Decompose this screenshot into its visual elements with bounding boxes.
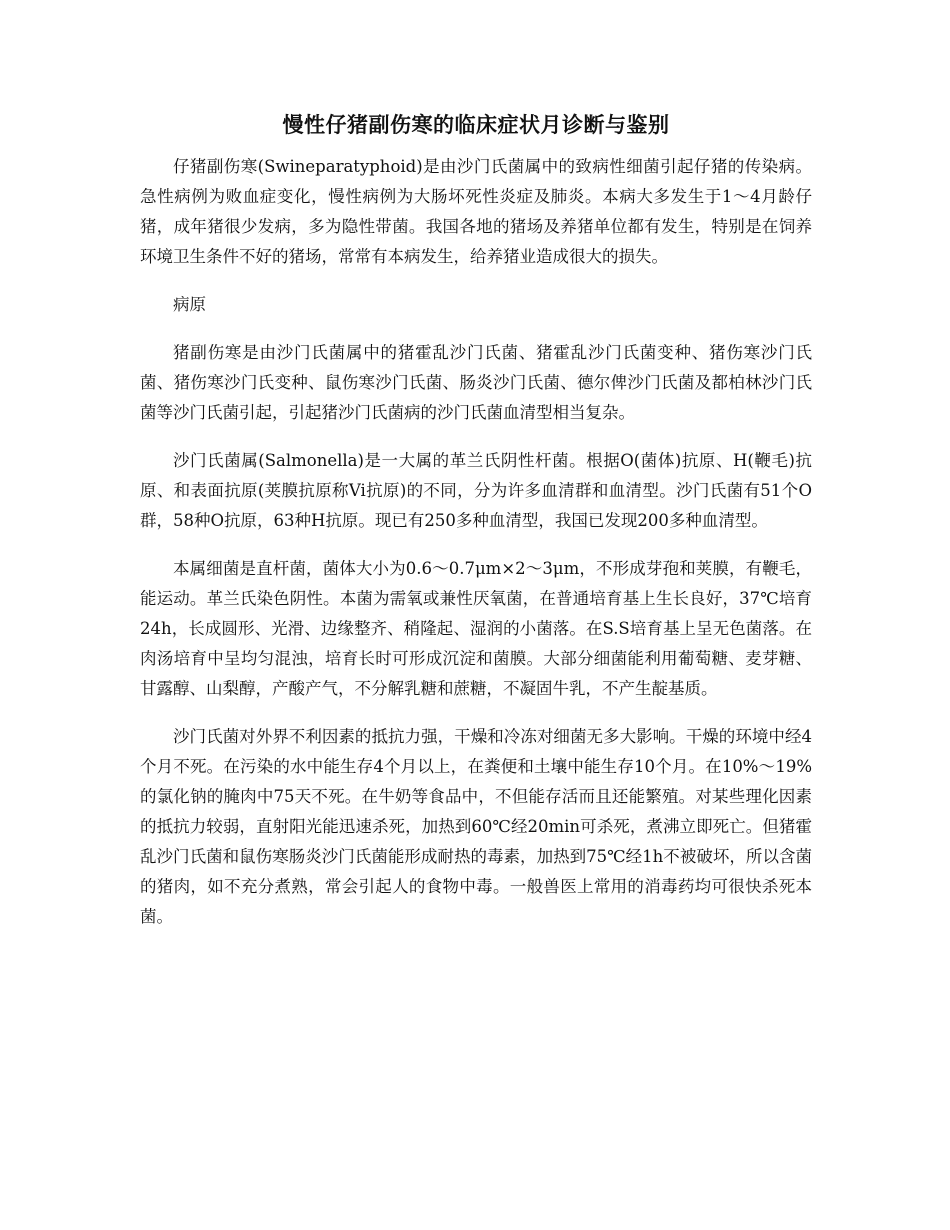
document-title: 慢性仔猪副伤寒的临床症状月诊断与鉴别 <box>282 112 670 137</box>
paragraph-intro: 仔猪副伤寒(Swineparatyphoid)是由沙门氏菌属中的致病性细菌引起仔猪的传染病。急性病例为败血症变化，慢性病例为大肠坏死性炎症及肺炎。本病大多发生于1～4月龄仔猪，成年猪很少发病，多为隐性带菌。我国各地的猪场及养猪单位都有发生，特别是在饲养环境卫生条件不好的猪场，常常有本病发生，给养猪业造成很大的损失。 <box>140 157 812 266</box>
paragraph-pathogen-species: 猪副伤寒是由沙门氏菌属中的猪霍乱沙门氏菌、猪霍乱沙门氏菌变种、猪伤寒沙门氏菌、猪伤寒沙门氏变种、鼠伤寒沙门氏菌、肠炎沙门氏菌、德尔俾沙门氏菌及都柏林沙门氏菌等沙门氏菌引起，引起猪沙门氏菌病的沙门氏菌血清型相当复杂。 <box>140 343 812 422</box>
paragraph-resistance: 沙门氏菌对外界不利因素的抵抗力强，干燥和冷冻对细菌无多大影响。干燥的环境中经4个月不死。在污染的水中能生存4个月以上，在粪便和土壤中能生存10个月。在10%～19%的氯化钠的腌肉中75天不死。在牛奶等食品中，不但能存活而且还能繁殖。对某些理化因素的抵抗力较弱，直射阳光能迅速杀死，加热到60℃经20min可杀死，煮沸立即死亡。但猪霍乱沙门氏菌和鼠伤寒肠炎沙门氏菌能形成耐热的毒素，加热到75℃经1h不被破坏，所以含菌的猪肉，如不充分煮熟，常会引起人的食物中毒。一般兽医上常用的消毒药均可很快杀死本菌。 <box>140 727 812 926</box>
paragraph-bacteria-morphology: 本属细菌是直杆菌，菌体大小为0.6～0.7μm×2～3μm，不形成芽孢和荚膜，有鞭毛，能运动。革兰氏染色阴性。本菌为需氧或兼性厌氧菌，在普通培育基上生长良好，37℃培育24h，长成圆形、光滑、边缘整齐、稍隆起、湿润的小菌落。在S.S培育基上呈无色菌落。在肉汤培育中呈均匀混浊，培育长时可形成沉淀和菌膜。大部分细菌能利用葡萄糖、麦芽糖、甘露醇、山梨醇，产酸产气，不分解乳糖和蔗糖，不凝固牛乳，不产生靛基质。 <box>140 559 812 698</box>
paragraph-salmonella-serotypes: 沙门氏菌属(Salmonella)是一大属的革兰氏阴性杆菌。根据O(菌体)抗原、H(鞭毛)抗原、和表面抗原(荚膜抗原称Vi抗原)的不同，分为许多血清群和血清型。沙门氏菌有51个O群，58种O抗原，63种H抗原。现已有250多种血清型，我国已发现200多种血清型。 <box>140 451 812 530</box>
document-page <box>140 108 812 950</box>
section-heading-pathogen: 病原 <box>173 295 206 314</box>
